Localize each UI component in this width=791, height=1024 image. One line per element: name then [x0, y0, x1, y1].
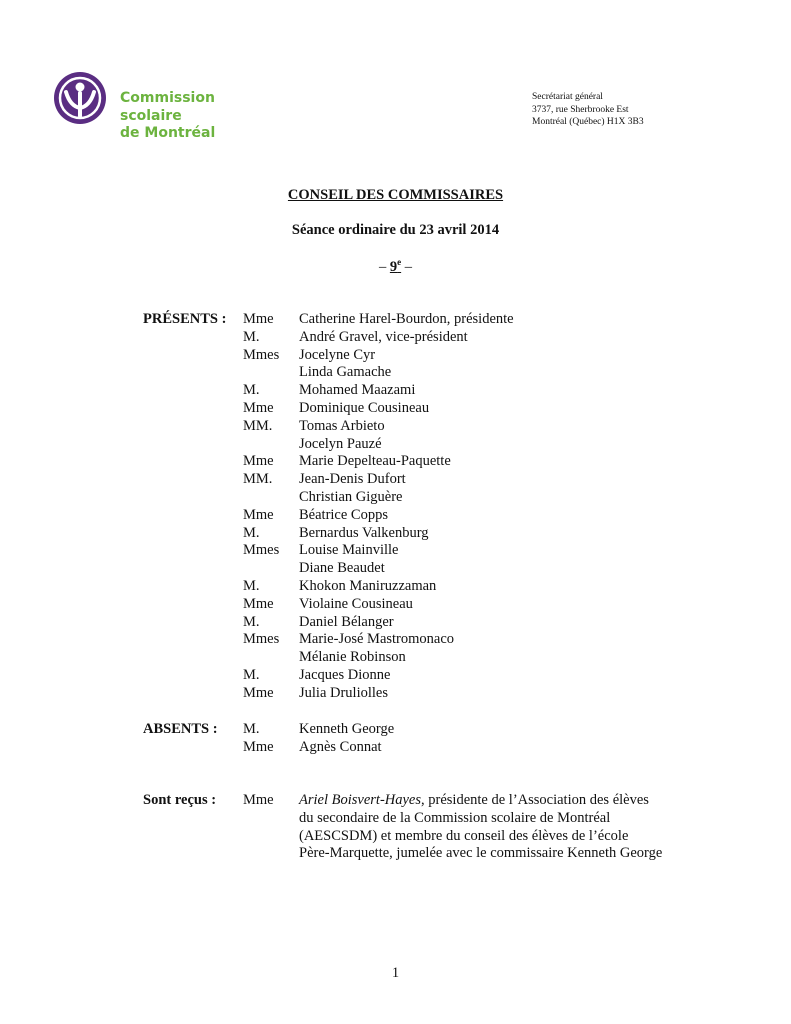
- page-number: 1: [391, 965, 400, 981]
- member-name: Agnès Connat: [299, 738, 382, 755]
- logo-line-2: scolaire: [120, 107, 182, 124]
- member-name: Violaine Cousineau: [299, 595, 413, 612]
- logo-line-1: Commission: [120, 90, 215, 106]
- address-line-2: 3737, rue Sherbrooke Est: [532, 104, 629, 115]
- member-name: Béatrice Copps: [299, 506, 388, 523]
- guest-line-1: [299, 792, 699, 810]
- member-name: Dominique Cousineau: [299, 400, 430, 416]
- csdm-logo-icon: [52, 70, 108, 126]
- logo-wordmark: [120, 90, 215, 143]
- member-title: Mme: [243, 400, 274, 416]
- session-prefix: –: [379, 258, 390, 275]
- member-title: Mme: [243, 738, 274, 755]
- presents-label: PRÉSENTS :: [143, 311, 227, 327]
- address-line-1: Secrétariat général: [532, 92, 603, 102]
- member-title: Mme: [243, 453, 274, 470]
- member-name: Linda Gamache: [299, 364, 392, 381]
- guest-line-4: Père-Marquette, jumelée avec le commissaire Kenneth George: [299, 845, 663, 862]
- member-title: M.: [243, 721, 260, 737]
- guest-line-2: du secondaire de la Commission scolaire de Montréal: [299, 809, 611, 826]
- member-title: Mme: [243, 595, 274, 612]
- member-title: M.: [243, 578, 260, 594]
- document-title: CONSEIL DES COMMISSAIRES: [287, 187, 504, 203]
- guest-title: Mme: [243, 792, 274, 808]
- session-num-value: 9: [389, 258, 398, 275]
- member-name: Tomas Arbieto: [299, 417, 385, 434]
- csdm-logo: [52, 70, 227, 145]
- absents-label: ABSENTS :: [143, 721, 218, 737]
- member-name: André Gravel, vice-président: [299, 328, 468, 345]
- member-name: Mohamed Maazami: [299, 382, 416, 399]
- session-num: [390, 259, 401, 275]
- member-name: Bernardus Valkenburg: [299, 524, 429, 541]
- meeting-subtitle: Séance ordinaire du 23 avril 2014: [291, 222, 500, 238]
- member-title: Mmes: [243, 542, 280, 559]
- guest-line-1-rest: , présidente de l’Association des élèves: [421, 792, 649, 808]
- member-title: M.: [243, 613, 260, 630]
- member-name: Kenneth George: [299, 721, 395, 737]
- member-name: Mélanie Robinson: [299, 649, 406, 666]
- member-title: MM.: [243, 417, 273, 434]
- logo-line-3: de Montréal: [120, 125, 216, 141]
- member-title: Mme: [243, 684, 274, 701]
- member-name: Jean-Denis Dufort: [299, 471, 406, 488]
- member-name: Marie-José Mastromonaco: [299, 631, 455, 648]
- member-name: Louise Mainville: [299, 542, 399, 559]
- member-name: Khokon Maniruzzaman: [299, 578, 437, 594]
- guest-description: [299, 792, 699, 863]
- member-name: Marie Depelteau-Paquette: [299, 453, 451, 470]
- member-title: M.: [243, 328, 260, 345]
- member-title: M.: [243, 667, 260, 683]
- guest-line-3: (AESCSDM) et membre du conseil des élèves de l’école: [299, 827, 629, 844]
- member-title: Mmes: [243, 346, 280, 363]
- member-title: Mme: [243, 506, 274, 523]
- member-name: Catherine Harel-Bourdon, présidente: [299, 311, 514, 327]
- member-title: M.: [243, 382, 260, 399]
- guests-label: Sont reçus :: [143, 792, 217, 808]
- member-name: Julia Druliolles: [299, 684, 389, 701]
- member-name: Jocelyne Cyr: [299, 346, 376, 363]
- member-name: Daniel Bélanger: [299, 613, 394, 630]
- session-number: [0, 257, 791, 276]
- address-line-3: Montréal (Québec) H1X 3B3: [532, 117, 644, 127]
- member-title: Mmes: [243, 631, 280, 648]
- member-name: Jocelyn Pauzé: [299, 435, 382, 452]
- member-title: M.: [243, 524, 260, 541]
- member-name: Diane Beaudet: [299, 560, 385, 577]
- member-title: MM.: [243, 471, 273, 488]
- member-name: Christian Giguère: [299, 489, 403, 505]
- sender-address: [532, 91, 644, 129]
- guest-name: Ariel Boisvert-Hayes: [299, 792, 422, 808]
- member-title: Mme: [243, 311, 274, 327]
- session-num-sup: e: [397, 257, 402, 267]
- member-name: Jacques Dionne: [299, 667, 391, 683]
- session-suffix: –: [401, 258, 412, 275]
